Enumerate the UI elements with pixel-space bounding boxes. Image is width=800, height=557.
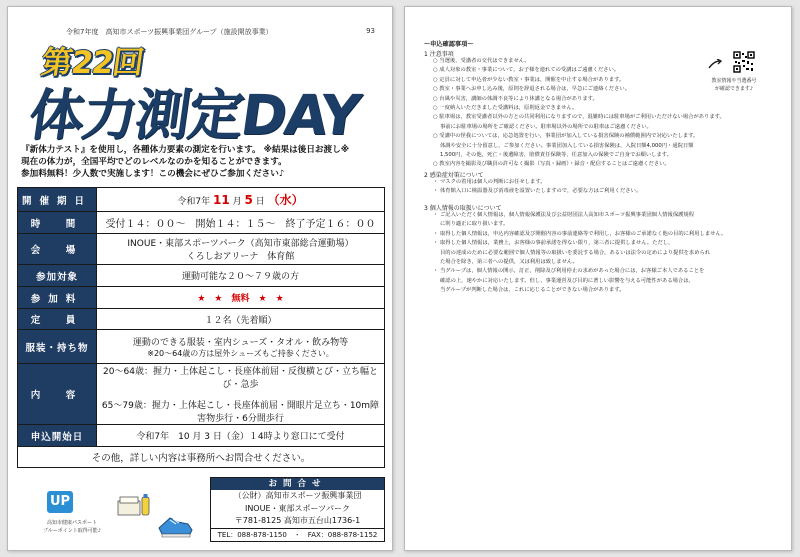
contact-box <box>210 477 385 542</box>
content-value <box>97 364 385 425</box>
qr-caption-line: が確認できます♪ <box>714 85 754 92</box>
logo-caption-line: ブルーポイント取得可能♪ <box>43 528 101 534</box>
venue-line: INOUE・東部スポーツパーク（高知市東部総合運動場） <box>127 239 354 249</box>
date-label: 開催期日 <box>18 188 97 212</box>
table-row <box>18 309 385 330</box>
date-weekday: （水） <box>267 193 304 207</box>
table-row <box>18 364 385 425</box>
target-label: 参加対象 <box>18 265 97 287</box>
table-row <box>18 287 385 309</box>
qr-caption <box>699 78 769 93</box>
apply-label: 申込開始日 <box>18 425 97 447</box>
content-line: 65～79歳：握力・上体起こし・長座体前屈・開眼片足立ち・10m障害物歩行・6分間歩行 <box>101 401 380 424</box>
date-month: 11 <box>213 193 230 207</box>
list-item: ○ 受講中の怪我については，応急処置を行い，事業団が加入している損害保険の補償範囲内で対応いたします。 <box>433 133 699 140</box>
list-item: 当グループが判断した場合は，これに応じることができない場合があります。 <box>433 287 625 294</box>
intro-line: 『新体力テスト』を使用し，各種体力要素の測定を行います。 ※結果は後日お渡し※ <box>21 145 350 155</box>
arrow-icon <box>708 59 722 69</box>
qr-caption-line: 教室情報や当選番号 <box>711 78 757 84</box>
logo-caption-line: 高知市健康パスポート <box>46 520 97 526</box>
items-value <box>97 330 385 364</box>
fee-value: ★ ★ 無料 ★ ★ <box>97 287 385 309</box>
qr-code-icon[interactable] <box>733 51 755 73</box>
contact-heading: お問合せ <box>211 478 384 490</box>
list-item: ○ 台風や災害，講師の体調不良等により休講となる場合があります。 <box>433 95 598 102</box>
note: その他，詳しい内容は事務所へお問合せください。 <box>18 447 385 468</box>
venue-line: くろしおアリーナ 体育館 <box>186 252 295 262</box>
table-row <box>18 330 385 364</box>
intro-line: 参加料無料！少人数で実施します！この機会にぜひご参加ください♪ <box>21 169 285 179</box>
contact-address: 〒781-8125 高知市五台山1736-1 <box>234 516 361 525</box>
list-item: ○ 成人対象の教室・事業について，お子様を連れての受講はご遠慮ください。 <box>433 67 620 74</box>
list-item: 1,500円，その他，死亡・後遺障害，賠償責任保険等，任意加入の保険でご自身でお願いします。 <box>433 152 672 159</box>
date-day-unit: 日 <box>255 197 265 207</box>
contact-org: （公財）高知市スポーツ振興事業団 <box>233 491 362 500</box>
list-item: に則り適正に取り扱います。 <box>433 221 509 228</box>
venue-value <box>97 234 385 265</box>
venue-label: 会 場 <box>18 234 97 265</box>
page-number: 93 <box>366 27 375 35</box>
section-heading: 2 感染症対策について <box>424 172 484 179</box>
towel-bottle-illustration <box>116 493 152 517</box>
event-title: 体力測定DAY <box>24 83 363 147</box>
table-row <box>18 188 385 212</box>
table-row <box>18 212 385 234</box>
capacity-label: 定 員 <box>18 309 97 330</box>
date-day: 5 <box>244 193 253 207</box>
header-line: 令和7年度 高知市スポーツ振興事業団グループ（施設開放事業） <box>66 28 273 36</box>
section-body <box>433 57 725 170</box>
flyer-page <box>7 6 393 551</box>
contact-phone: TEL：088-878-1150 ・ FAX：088-878-1152 <box>211 528 384 542</box>
list-item: ○ 当選後，受講者の交代はできません。 <box>433 58 530 64</box>
date-value <box>97 188 385 212</box>
apply-value: 令和7年 10 月 3 日（金）１4時より窓口にて受付 <box>97 425 385 447</box>
terms-page <box>404 6 792 551</box>
items-line: 運動のできる服装・室内シューズ・タオル・飲み物等 <box>132 337 349 348</box>
contact-facility: INOUE・東部スポーツパーク <box>244 503 351 513</box>
section-body <box>433 211 726 296</box>
intro-text <box>21 144 383 180</box>
date-month-unit: 月 <box>232 197 242 207</box>
items-label: 服装・持ち物 <box>18 330 97 364</box>
list-item: た場合を除き，第三者への提供，又は利用は致しません。 <box>433 259 578 266</box>
event-info-table <box>17 187 385 468</box>
table-row <box>18 425 385 447</box>
table-row <box>18 265 385 287</box>
list-item: ・ マスクの着用は個人の判断にお任せします。 <box>433 179 546 185</box>
list-item: 事前にお駐車場の場所をご確認ください。駐車場以外の場所での駐車はご遠慮ください。 <box>433 123 652 130</box>
list-item: ○ 定員に対して申込者が少ない教室・事業は，開催を中止する場合があります。 <box>433 76 625 83</box>
list-item: 体調や安全に十分留意し，ご参加ください。事業団加入している損害保険は，入院日額4,000円・通院日額 <box>433 142 694 149</box>
date-prefix: 令和7年 <box>177 197 211 207</box>
table-row <box>18 447 385 468</box>
list-item: 目的の達成のために必要な範囲で個人情報等の取扱いを委託する場合，あるいは法令の定めにより提供を求められ <box>433 249 711 256</box>
intro-line: 現在の体力が，全国平均でどのレベルなのかを知ることができます。 <box>21 157 287 167</box>
logo-caption <box>32 519 112 535</box>
section-heading: 3 個人情報の取扱いについて <box>424 205 502 212</box>
list-item: ○ 教室・事業へお申し込み後，原則を辞退される場合は，早急にご連絡ください。 <box>433 86 630 93</box>
target-value: 運動可能な２０～７９歳の方 <box>97 265 385 287</box>
event-edition-title: 第22回 <box>38 45 146 81</box>
section-heading: 1 注意事項 <box>424 51 454 58</box>
table-row <box>18 234 385 265</box>
terms-title: 〜申込確認事項〜 <box>424 41 474 48</box>
time-label: 時 間 <box>18 212 97 234</box>
list-item: 確認の上，速やかに対応いたします。但し，事業運営及び目的に著しい影響を与える可能性がある場合は， <box>433 277 694 284</box>
list-item: ・ 取得した個人情報は，業務上，お客様の事前承諾を得ない限り，第三者に提供しません。ただし， <box>433 240 674 247</box>
list-item: ・ 取得した個人情報は，申込内容確認及び開催内容の事前連絡等で利用し，お客様のご承諾なく他の目的に利用しません。 <box>433 230 727 237</box>
shoes-illustration <box>156 508 196 540</box>
list-item: ○ 一度納入いただきました受講料は，原則返金できません。 <box>433 105 578 112</box>
content-label: 内 容 <box>18 364 97 425</box>
list-item: ○ 駐車場は，教室受講者以外の方との共同利用になりますので，混雑時には駐車場がご利用いただけない場合があります。 <box>433 114 725 121</box>
section-body <box>433 178 641 197</box>
health-passport-logo: UP <box>47 491 73 513</box>
list-item: ・ ご記入いただく個人情報は，個人情報保護法及び公益財団法人高知市スポーツ振興事業団個人情報保護規程 <box>433 212 695 218</box>
time-value: 受付１４：００～ 開始１４：１５～ 終了予定１６：００ <box>97 212 385 234</box>
content-line: 20～64歳：握力・上体起こし・長座体前屈・反復横とび・立ち幅とび・急歩 <box>103 367 378 390</box>
items-line: ※20～64歳の方は屋外シューズもご持参ください。 <box>147 348 334 358</box>
list-item: ・ 当グループは，個人情報の開示，訂正，削除及び利用停止の求めがあった場合には，お客様ご本人であることを <box>433 268 705 275</box>
list-item: ○ 教室内容を撮影及び職員の許可なく撮影（写真・録画）・録音・配信することはご遠慮ください。 <box>433 161 670 168</box>
capacity-value: １２名（先着順） <box>97 309 385 330</box>
fee-label: 参加料 <box>18 287 97 309</box>
list-item: ・ 体育館入口に検温器及び消毒液を設置いたしますので，必要な方はご利用ください。 <box>433 188 642 195</box>
